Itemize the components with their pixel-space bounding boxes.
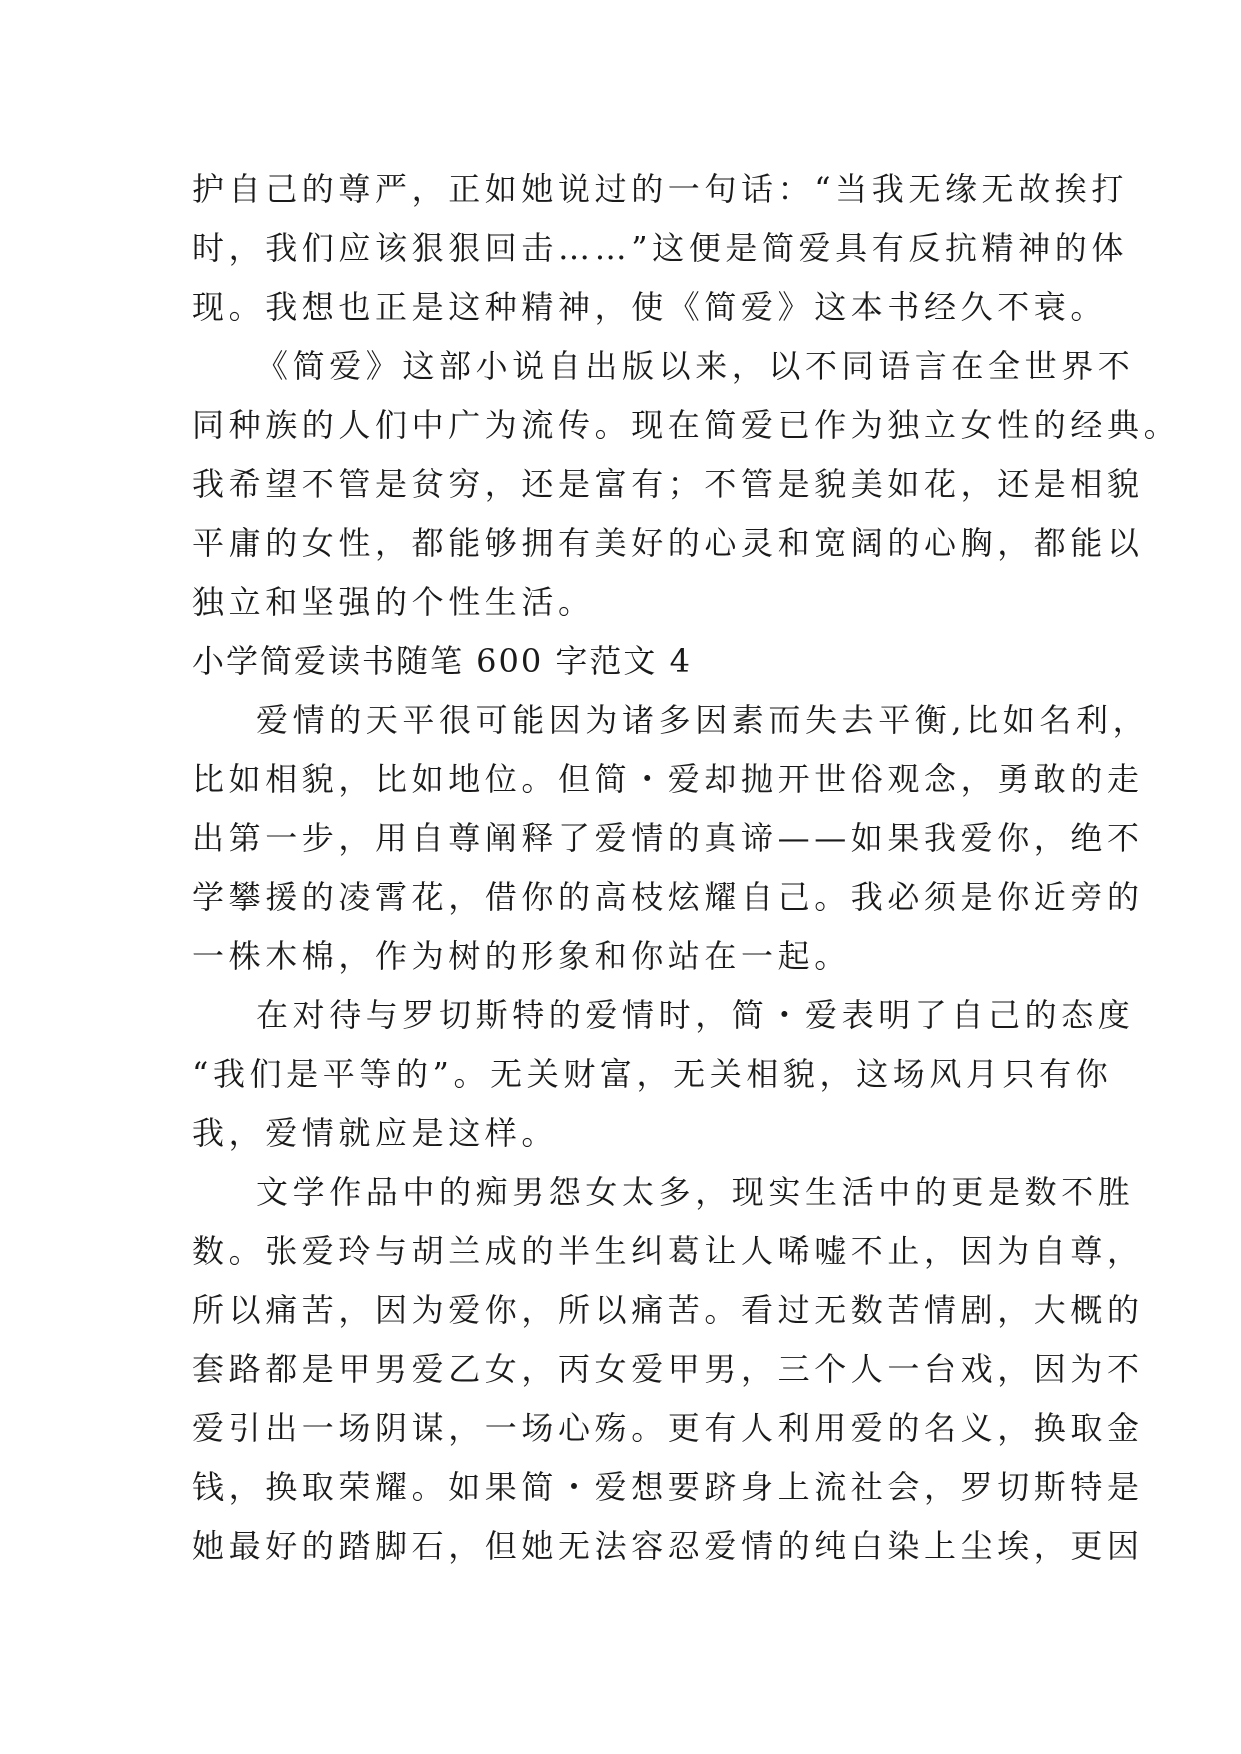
text-line: 文学作品中的痴男怨女太多，现实生活中的更是数不胜 <box>256 1173 1135 1211</box>
text-line: 我，爱情就应是这样。 <box>192 1114 559 1152</box>
text-line: 爱情的天平很可能因为诸多因素而失去平衡,比如名利， <box>256 701 1150 739</box>
text-line: 所以痛苦，因为爱你，所以痛苦。看过无数苦情剧，大概的 <box>192 1291 1144 1329</box>
text-line: 在对待与罗切斯特的爱情时，简・爱表明了自己的态度 <box>256 996 1135 1034</box>
text-line: 时，我们应该狠狠回击……”这便是简爱具有反抗精神的体 <box>192 229 1128 267</box>
text-line: 比如相貌，比如地位。但简・爱却抛开世俗观念，勇敢的走 <box>192 760 1144 798</box>
text-line: 爱引出一场阴谋，一场心殇。更有人利用爱的名义，换取金 <box>192 1409 1144 1447</box>
text-line: 平庸的女性，都能够拥有美好的心灵和宽阔的心胸，都能以 <box>192 524 1144 562</box>
text-line: 出第一步，用自尊阐释了爱情的真谛——如果我爱你，绝不 <box>192 819 1144 857</box>
text-line: 《简爱》这部小说自出版以来，以不同语言在全世界不 <box>256 347 1135 385</box>
text-line: “我们是平等的”。无关财富，无关相貌，这场风月只有你 <box>192 1055 1113 1093</box>
text-line: 数。张爱玲与胡兰成的半生纠葛让人唏嘘不止，因为自尊， <box>192 1232 1144 1270</box>
text-line: 现。我想也正是这种精神，使《简爱》这本书经久不衰。 <box>192 288 1108 326</box>
body-text <box>192 160 1181 1576</box>
text-line: 同种族的人们中广为流传。现在简爱已作为独立女性的经典。 <box>192 406 1181 444</box>
section-heading: 小学简爱读书随笔 600 字范文 4 <box>192 642 692 680</box>
text-line: 独立和坚强的个性生活。 <box>192 583 595 621</box>
text-line: 套路都是甲男爱乙女，丙女爱甲男，三个人一台戏，因为不 <box>192 1350 1144 1388</box>
text-line: 护自己的尊严，正如她说过的一句话：“当我无缘无故挨打 <box>192 170 1128 208</box>
text-line: 她最好的踏脚石，但她无法容忍爱情的纯白染上尘埃，更因 <box>192 1527 1144 1565</box>
text-line: 学攀援的凌霄花，借你的高枝炫耀自己。我必须是你近旁的 <box>192 878 1144 916</box>
text-line: 钱，换取荣耀。如果简・爱想要跻身上流社会，罗切斯特是 <box>192 1468 1144 1506</box>
text-line: 我希望不管是贫穷，还是富有；不管是貌美如花，还是相貌 <box>192 465 1144 503</box>
text-line: 一株木棉，作为树的形象和你站在一起。 <box>192 937 851 975</box>
